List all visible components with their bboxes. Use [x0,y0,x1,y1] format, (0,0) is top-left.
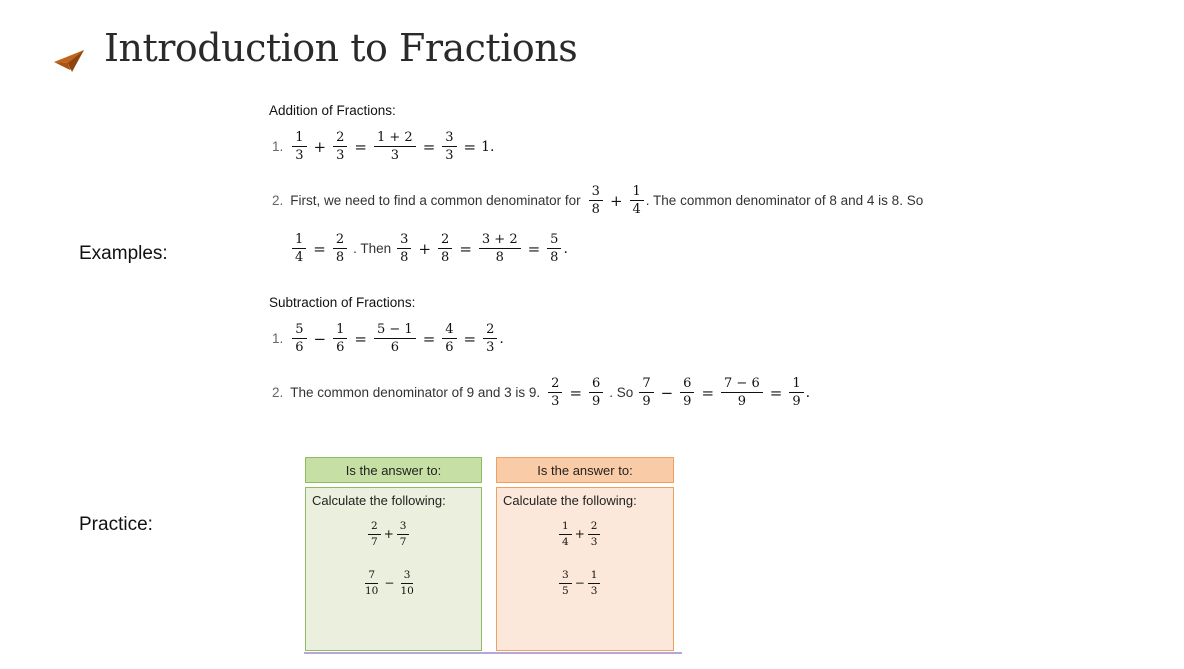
denominator: 8 [495,250,504,265]
denominator: 8 [335,250,345,265]
operator: − [384,576,395,590]
numerator: 2 [333,131,347,147]
addition-heading: Addition of Fractions: [269,103,396,118]
numerator: 3 [559,570,572,584]
equals: = [459,239,472,258]
equals: = [527,239,541,258]
denominator: 10 [365,584,379,597]
fraction [292,233,306,264]
card-body [305,487,482,651]
equals: = [354,329,367,348]
equals: = [313,239,326,258]
page-title: Introduction to Fractions [104,26,578,70]
equals: = [354,137,367,156]
fraction [559,570,572,596]
numerator: 7 [365,570,378,584]
numerator: 7 [639,377,653,393]
fraction [547,233,561,264]
fraction [483,323,497,354]
denominator: 3 [336,148,345,163]
denominator: 8 [400,250,409,265]
numerator: 2 [368,521,381,535]
operator: − [313,329,327,348]
item-number: 1. [272,139,284,154]
numerator: 5 − 1 [374,323,416,339]
fraction [333,131,347,162]
fraction [397,570,416,596]
denominator: 8 [550,250,559,265]
denominator: 9 [592,394,601,409]
fraction [292,131,306,162]
denominator: 3 [295,148,304,163]
numerator: 6 [589,377,603,393]
equals: = [422,329,436,348]
subtraction-example-1 [272,323,504,354]
numerator: 2 [483,323,497,339]
fraction [333,233,347,264]
fraction [589,377,603,408]
item-number: 2. [272,385,284,400]
explanation-text: First, we need to find a common denominator for [290,193,581,208]
operator: + [383,527,394,541]
equals: = [422,137,436,156]
card-header: Is the answer to: [496,457,674,483]
fraction [548,377,562,408]
equals: = [701,383,715,402]
denominator: 9 [683,394,692,409]
addition-example-2-line2 [290,233,568,264]
fraction [559,521,572,547]
denominator: 6 [336,340,345,355]
operator: − [574,576,585,590]
numerator: 5 [547,233,561,249]
item-number: 2. [272,193,284,208]
denominator: 3 [590,535,598,548]
fraction [588,521,601,547]
fraction [438,233,452,264]
operator: + [574,527,585,541]
numerator: 7 − 6 [721,377,763,393]
numerator: 2 [333,233,347,249]
equals: = [463,137,477,156]
fraction [721,377,763,408]
fraction [374,323,416,354]
numerator: 2 [588,521,601,535]
numerator: 1 [588,570,601,584]
practice-problem-1 [366,521,411,547]
operator: + [609,191,623,210]
numerator: 1 [789,377,803,393]
numerator: 1 [292,131,306,147]
numerator: 6 [680,377,694,393]
fraction [442,323,456,354]
numerator: 4 [442,323,456,339]
denominator: 9 [642,394,651,409]
denominator: 4 [562,535,569,548]
operator: − [660,383,674,402]
fraction [680,377,694,408]
numerator: 1 [559,521,572,535]
numerator: 3 [589,185,603,201]
denominator: 3 [390,148,399,163]
card-prompt: Calculate the following: [312,493,446,508]
fraction [292,323,306,354]
denominator: 3 [486,340,495,355]
addition-example-1 [272,131,494,162]
fraction [397,233,411,264]
item-number: 1. [272,331,284,346]
card-header: Is the answer to: [305,457,482,483]
denominator: 5 [562,584,569,597]
fraction [374,131,416,162]
subtraction-heading: Subtraction of Fractions: [269,295,416,310]
explanation-text: . Then [353,241,392,256]
fraction [789,377,803,408]
denominator: 7 [399,535,407,548]
numerator: 3 [397,521,410,535]
numerator: 5 [292,323,306,339]
practice-problem-2 [360,570,419,596]
numerator: 1 [333,323,347,339]
denominator: 7 [371,535,378,548]
numerator: 2 [438,233,452,249]
punctuation: . [563,240,568,257]
fraction [333,323,347,354]
equals: = [569,383,583,402]
punctuation: . [805,384,811,401]
denominator: 3 [590,584,598,597]
denominator: 4 [295,250,304,265]
explanation-text: . The common denominator of 8 and 4 is 8. So [645,193,924,208]
card-prompt: Calculate the following: [503,493,637,508]
operator: + [418,239,432,258]
equals: = [463,329,477,348]
fraction [630,185,644,216]
fraction [442,131,456,162]
result: 1. [481,138,495,155]
examples-label: Examples: [79,243,168,264]
numerator: 1 + 2 [374,131,416,147]
fraction [639,377,653,408]
fraction [362,570,381,596]
denominator: 6 [390,340,399,355]
fraction [588,570,601,596]
paper-plane-icon [52,46,86,74]
denominator: 3 [445,148,454,163]
denominator: 9 [737,394,747,409]
card-body [496,487,674,651]
practice-problem-2 [557,570,602,596]
explanation-text: . So [609,385,634,400]
fraction [397,521,410,547]
numerator: 3 [401,570,414,584]
denominator: 4 [632,202,641,217]
practice-problem-1 [557,521,602,547]
addition-example-2-line1 [272,185,923,216]
fraction [368,521,381,547]
fraction [479,233,521,264]
practice-label: Practice: [79,514,153,535]
numerator: 3 [442,131,456,147]
numerator: 3 [397,233,411,249]
denominator: 6 [295,340,304,355]
denominator: 3 [551,394,560,409]
equals: = [769,383,783,402]
numerator: 3 + 2 [479,233,521,249]
numerator: 2 [548,377,562,393]
denominator: 6 [445,340,454,355]
subtraction-example-2 [272,377,810,408]
numerator: 1 [292,233,306,249]
operator: + [313,137,327,156]
punctuation: . [499,330,504,347]
denominator: 10 [400,584,414,597]
fraction [589,185,603,216]
denominator: 8 [441,250,450,265]
explanation-text: The common denominator of 9 and 3 is 9. [290,385,541,400]
denominator: 8 [591,202,600,217]
denominator: 9 [792,394,801,409]
numerator: 1 [630,185,644,201]
next-card-edge [304,652,682,669]
